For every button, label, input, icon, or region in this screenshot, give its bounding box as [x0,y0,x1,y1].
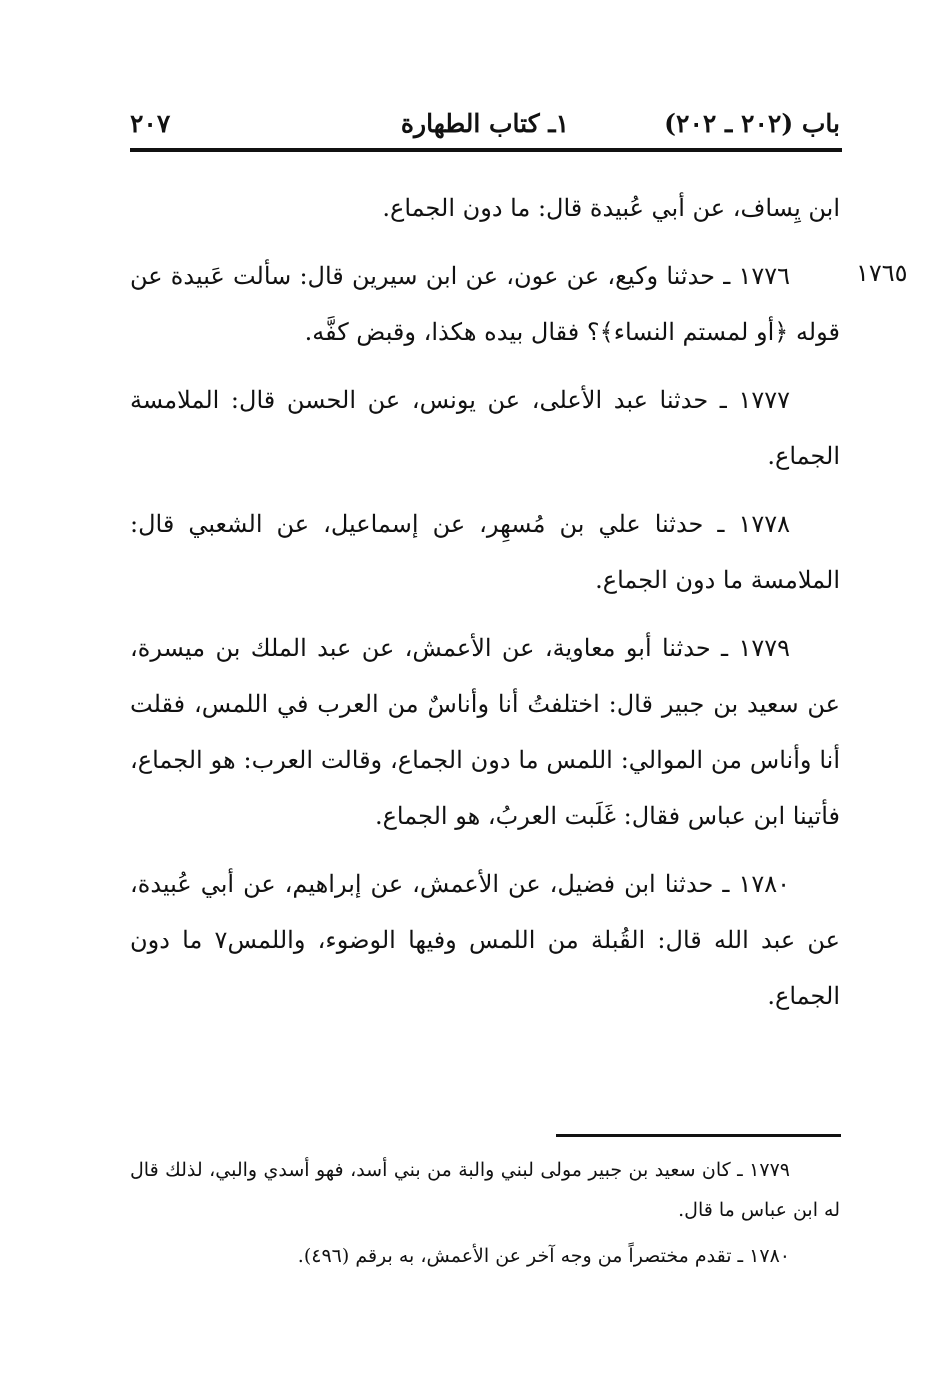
footnote-1780: ١٧٨٠ ـ تقدم مختصراً من وجه آخر عن الأعمش، به برقم (٤٩٦). [297,1245,790,1267]
main-text [130,180,840,1036]
header-chapter: باب (٢٠٢ ـ ٢٠٢) [664,109,840,138]
paragraph-hadith-1777: ١٧٧٧ ـ حدثنا عبد الأعلى، عن يونس، عن الحسن قال: الملامسة الجماع. [130,386,840,470]
paragraph-continuation: ابن يِساف، عن أبي عُبيدة قال: ما دون الجماع. [382,194,840,222]
header-rule [130,148,842,152]
running-header [130,104,840,146]
paragraph-hadith-1778: ١٧٧٨ ـ حدثنا علي بن مُسهِر، عن إسماعيل، عن الشعبي قال: الملامسة ما دون الجماع. [130,510,840,594]
paragraph-hadith-1776: ١٧٧٦ ـ حدثنا وكيع، عن عون، عن ابن سيرين قال: سألت عَبيدة عن قوله ﴿أو لمستم النساء﴾؟ فقال بيده هكذا، وقبض كفَّه. [130,262,840,346]
margin-number: ١٧٦٥ [856,259,908,287]
paragraph-hadith-1780: ١٧٨٠ ـ حدثنا ابن فضيل، عن الأعمش، عن إبراهيم، عن أبي عُبيدة، عن عبد الله قال: القُبلة من اللمس وفيها الوضوء، واللمس٧ ما دون الجماع. [130,870,840,1010]
footnote-1779: ١٧٧٩ ـ كان سعيد بن جبير مولى لبني والبة من بني أسد، فهو أسدي والبي، لذلك قال له ابن عباس ما قال. [130,1159,840,1221]
paragraph-hadith-1779: ١٧٧٩ ـ حدثنا أبو معاوية، عن الأعمش، عن عبد الملك بن ميسرة، عن سعيد بن جبير قال: اختلفتُ أنا وأناسٌ من العرب في اللمس، فقلت أنا وأناس من الموالي: اللمس ما دون الجماع، وقالت العرب: هو الجماع، فأتينا ابن عباس فقال: غَلَبت العربُ، هو الجماع. [130,634,840,830]
footnotes [130,1150,840,1282]
header-book-title: ١ـ كتاب الطهارة [400,109,570,138]
footnote-rule [556,1134,841,1137]
header-page-number: ٢٠٧ [130,109,171,138]
